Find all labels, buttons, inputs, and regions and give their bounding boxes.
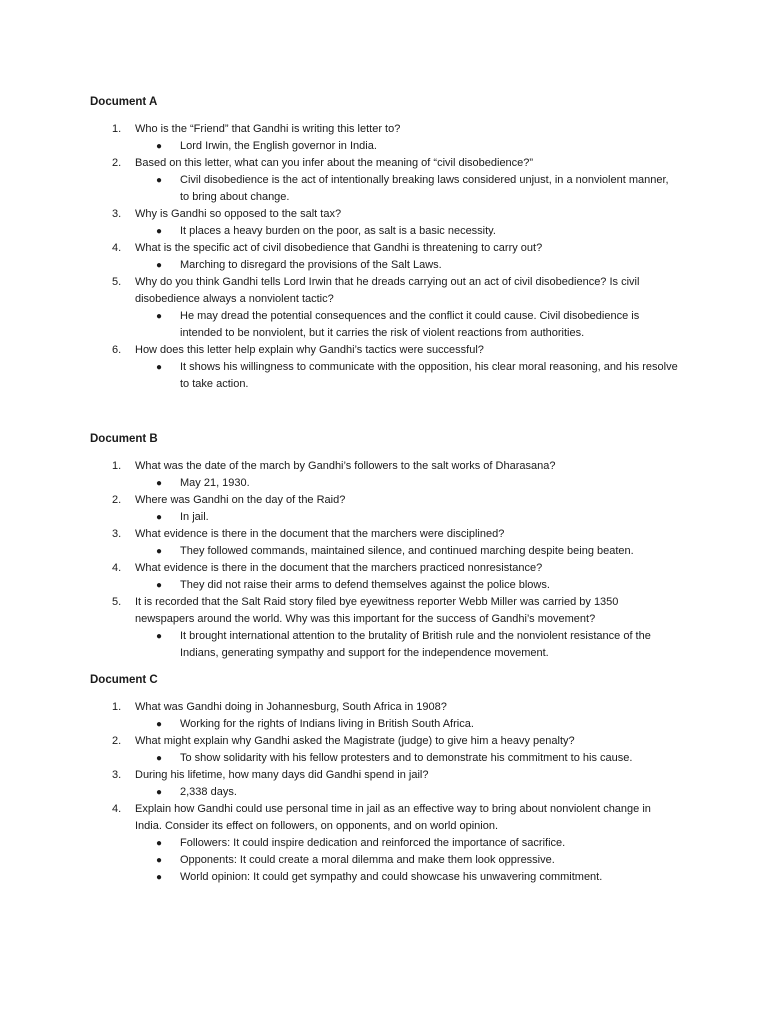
answer-text: Marching to disregard the provisions of the Salt Laws.	[180, 259, 442, 271]
question-text: Where was Gandhi on the day of the Raid?	[135, 494, 346, 506]
question-text: During his lifetime, how many days did Gandhi spend in jail?	[135, 769, 429, 781]
question-text: What might explain why Gandhi asked the Magistrate (judge) to give him a heavy penalty?	[135, 735, 575, 747]
question-number: 6.	[112, 344, 122, 356]
answer-text: Lord Irwin, the English governor in India.	[180, 140, 377, 152]
bullet-icon: ●	[156, 311, 163, 322]
bullet-icon: ●	[156, 175, 163, 186]
question-number: 4.	[112, 803, 122, 815]
question-number: 5.	[112, 276, 122, 288]
question-text: What was the date of the march by Gandhi’s followers to the salt works of Dharasana?	[135, 460, 556, 472]
answer-text: It places a heavy burden on the poor, as salt is a basic necessity.	[180, 225, 496, 237]
bullet-icon: ●	[156, 478, 163, 489]
answer-text: Civil disobedience is the act of intentionally breaking laws considered unjust, in a nonviolent manner, to bring about change.	[180, 174, 669, 203]
question-text: How does this letter help explain why Gandhi’s tactics were successful?	[135, 344, 484, 356]
answer-text: They did not raise their arms to defend themselves against the police blows.	[180, 579, 550, 591]
bullet-icon: ●	[156, 512, 163, 523]
bullet-icon: ●	[156, 787, 163, 798]
answer-text: Opponents: It could create a moral dilemma and make them look oppressive.	[180, 854, 555, 866]
bullet-icon: ●	[156, 141, 163, 152]
answer-text: He may dread the potential consequences and the conflict it could cause. Civil disobedience is intended to be nonviolent, but it carries the risk of violent reactions from authorities.	[180, 310, 640, 339]
answer-text: It brought international attention to the brutality of British rule and the nonviolent resistance of the Indians, generating sympathy and support for the independence movement.	[180, 630, 651, 659]
question-text: What is the specific act of civil disobedience that Gandhi is threatening to carry out?	[135, 242, 543, 254]
question-number: 1.	[112, 701, 122, 713]
question-text: Why is Gandhi so opposed to the salt tax?	[135, 208, 342, 220]
bullet-icon: ●	[156, 260, 163, 271]
section-heading: Document A	[90, 96, 158, 108]
answer-text: World opinion: It could get sympathy and could showcase his unwavering commitment.	[180, 871, 603, 883]
question-text: Based on this letter, what can you infer about the meaning of “civil disobedience?”	[135, 157, 534, 169]
bullet-icon: ●	[156, 719, 163, 730]
bullet-icon: ●	[156, 631, 163, 642]
answer-text: To show solidarity with his fellow protesters and to demonstrate his commitment to his cause.	[180, 752, 633, 764]
bullet-icon: ●	[156, 872, 163, 883]
question-number: 2.	[112, 735, 122, 747]
question-number: 5.	[112, 596, 122, 608]
question-number: 3.	[112, 528, 122, 540]
question-text: What evidence is there in the document that the marchers were disciplined?	[135, 528, 505, 540]
question-number: 1.	[112, 460, 122, 472]
question-text: It is recorded that the Salt Raid story filed bye eyewitness reporter Webb Miller was carried by 1350 newspapers around the world. Why was this important for the success of Gandhi’s movement?	[135, 596, 619, 625]
answer-text: In jail.	[180, 511, 209, 523]
answer-text: May 21, 1930.	[180, 477, 250, 489]
question-number: 1.	[112, 123, 122, 135]
question-text: What was Gandhi doing in Johannesburg, South Africa in 1908?	[135, 701, 447, 713]
answer-text: Followers: It could inspire dedication and reinforced the importance of sacrifice.	[180, 837, 566, 849]
bullet-icon: ●	[156, 753, 163, 764]
question-text: Why do you think Gandhi tells Lord Irwin that he dreads carrying out an act of civil disobedience? Is civil disobedience always a nonviolent tactic?	[135, 276, 640, 305]
answer-text: 2,338 days.	[180, 786, 237, 798]
answer-text: They followed commands, maintained silence, and continued marching despite being beaten.	[180, 545, 634, 557]
bullet-icon: ●	[156, 226, 163, 237]
question-text: What evidence is there in the document that the marchers practiced nonresistance?	[135, 562, 543, 574]
bullet-icon: ●	[156, 580, 163, 591]
answer-text: Working for the rights of Indians living in British South Africa.	[180, 718, 474, 730]
question-text: Explain how Gandhi could use personal time in jail as an effective way to bring about nonviolent change in India. Consider its effect on followers, on opponents, and on world opinion.	[135, 803, 651, 832]
question-number: 4.	[112, 562, 122, 574]
question-number: 4.	[112, 242, 122, 254]
answer-text: It shows his willingness to communicate with the opposition, his clear moral reasoning, and his resolve to take action.	[180, 361, 678, 390]
bullet-icon: ●	[156, 855, 163, 866]
bullet-icon: ●	[156, 546, 163, 557]
section-heading: Document C	[90, 674, 158, 686]
question-number: 2.	[112, 157, 122, 169]
question-text: Who is the “Friend” that Gandhi is writing this letter to?	[135, 123, 401, 135]
section-heading: Document B	[90, 433, 158, 445]
question-number: 3.	[112, 208, 122, 220]
bullet-icon: ●	[156, 362, 163, 373]
question-number: 3.	[112, 769, 122, 781]
bullet-icon: ●	[156, 838, 163, 849]
question-number: 2.	[112, 494, 122, 506]
